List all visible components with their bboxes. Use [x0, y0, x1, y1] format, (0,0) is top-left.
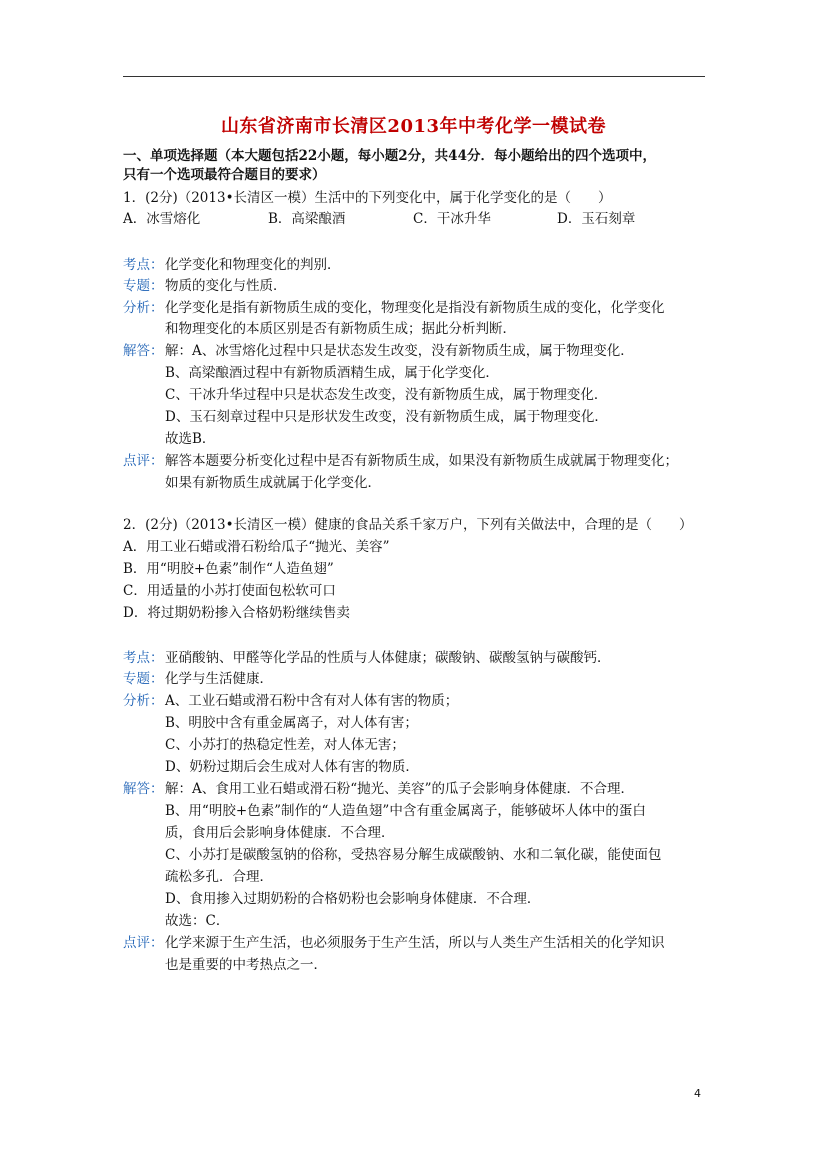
q1-zhuanti: 物质的变化与性质．	[165, 278, 287, 294]
q1-fenxi-label: 分析：	[123, 300, 164, 316]
q1-stem: 1．(2分)（2013•长清区一模）生活中的下列变化中，属于化学变化的是（ ）	[123, 190, 612, 206]
q2-dianping-line: 化学来源于生产生活，也必须服务于生产生活，所以与人类生产生活相关的化学知识	[165, 935, 665, 951]
q2-option-d: D．将过期奶粉掺入合格奶粉继续售卖	[123, 605, 350, 621]
section-heading-line1: 一、单项选择题（本大题包括22小题，每小题2分，共44分．每小题给出的四个选项中，	[123, 148, 656, 164]
q1-fenxi-line: 化学变化是指有新物质生成的变化，物理变化是指没有新物质生成的变化，化学变化	[165, 300, 665, 316]
q1-jieda-line: B、高梁酿酒过程中有新物质酒精生成，属于化学变化．	[165, 365, 499, 381]
q1-jieda-label: 解答：	[123, 343, 164, 359]
q2-option-a: A．用工业石蜡或滑石粉给瓜子“抛光、美容”	[123, 539, 390, 555]
q2-jieda-label: 解答：	[123, 781, 164, 797]
q2-jieda-line: D、食用掺入过期奶粉的合格奶粉也会影响身体健康．不合理．	[165, 891, 541, 907]
q2-option-b: B．用“明胶+色素”制作“人造鱼翅”	[123, 561, 334, 577]
q1-kaodian-label: 考点：	[123, 257, 164, 273]
q1-kaodian: 化学变化和物理变化的判别．	[165, 257, 341, 273]
q2-jieda-line: 疏松多孔．合理．	[165, 869, 273, 885]
q1-option-a: A．冰雪熔化	[123, 211, 201, 227]
q2-zhuanti-label: 专题：	[123, 671, 164, 687]
q1-option-c: C．干冰升华	[413, 211, 491, 227]
q2-option-c: C．用适量的小苏打使面包松软可口	[123, 583, 336, 599]
q2-fenxi-line: D、奶粉过期后会生成对人体有害的物质．	[165, 759, 419, 775]
q2-dianping-label: 点评：	[123, 935, 164, 951]
q1-option-d: D．玉石刻章	[557, 211, 636, 227]
q1-dianping-line: 如果有新物质生成就属于化学变化．	[165, 475, 381, 491]
q1-jieda-line: D、玉石刻章过程中只是形状发生改变，没有新物质生成，属于物理变化．	[165, 409, 608, 425]
page-number: 4	[694, 1087, 701, 1100]
q2-fenxi-line: B、明胶中含有重金属离子，对人体有害；	[165, 715, 418, 731]
q1-dianping-line: 解答本题要分析变化过程中是否有新物质生成，如果没有新物质生成就属于物理变化；	[165, 453, 678, 469]
q2-dianping-line: 也是重要的中考热点之一．	[165, 957, 327, 973]
q1-fenxi-line: 和物理变化的本质区别是否有新物质生成；据此分析判断．	[165, 321, 516, 337]
q1-jieda-line: 故选B．	[165, 431, 216, 447]
q2-fenxi-label: 分析：	[123, 693, 164, 709]
q2-jieda-line: 质，食用后会影响身体健康．不合理．	[165, 825, 395, 841]
q1-jieda-line: C、干冰升华过程中只是状态发生改变，没有新物质生成，属于物理变化．	[165, 387, 608, 403]
q2-jieda-line: 故选：C．	[165, 913, 230, 929]
q1-dianping-label: 点评：	[123, 453, 164, 469]
section-heading-line2: 只有一个选项最符合题目的要求）	[123, 167, 326, 183]
q2-zhuanti: 化学与生活健康．	[165, 671, 273, 687]
q1-jieda-line: 解：A、冰雪熔化过程中只是状态发生改变，没有新物质生成，属于物理变化．	[165, 343, 634, 359]
q2-fenxi-line: C、小苏打的热稳定性差，对人体无害；	[165, 737, 405, 753]
q1-zhuanti-label: 专题：	[123, 278, 164, 294]
q2-kaodian: 亚硝酸钠、甲醛等化学品的性质与人体健康；碳酸钠、碳酸氢钠与碳酸钙．	[165, 650, 611, 666]
q2-jieda-line: C、小苏打是碳酸氢钠的俗称，受热容易分解生成碳酸钠、水和二氧化碳，能使面包	[165, 847, 662, 863]
q2-jieda-line: 解：A、食用工业石蜡或滑石粉“抛光、美容”的瓜子会影响身体健康．不合理．	[165, 781, 635, 797]
q2-stem: 2．(2分)（2013•长清区一模）健康的食品关系千家万户，下列有关做法中，合理的是（ ）	[123, 517, 693, 533]
q2-kaodian-label: 考点：	[123, 650, 164, 666]
q1-option-b: B．高梁酿酒	[268, 211, 346, 227]
q2-jieda-line: B、用“明胶+色素”制作的“人造鱼翅”中含有重金属离子，能够破坏人体中的蛋白	[165, 803, 646, 819]
header-rule	[123, 76, 705, 77]
page-title: 山东省济南市长清区2013年中考化学一模试卷	[220, 116, 607, 137]
q2-fenxi-line: A、工业石蜡或滑石粉中含有对人体有害的物质；	[165, 693, 459, 709]
